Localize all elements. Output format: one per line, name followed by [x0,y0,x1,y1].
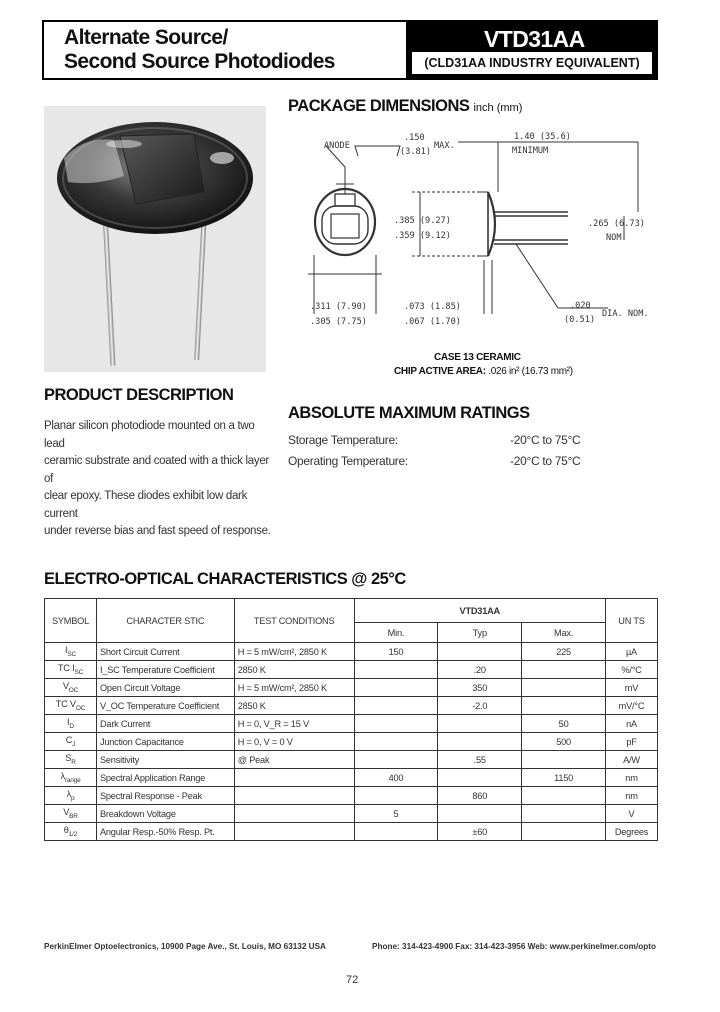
page-title [42,20,406,80]
footer-company: PerkinElmer Optoelectronics, 10900 Page Ave., St. Louis, MO 63132 USA [44,942,326,951]
symbol-subscript: OC [68,686,79,694]
cell-max [522,787,606,805]
symbol-text: S [65,753,72,764]
header-typ: Typ [438,623,522,643]
case-line: CASE 13 CERAMIC [434,352,521,363]
table-row [45,661,658,679]
cell-conditions: 2850 K [234,697,354,715]
rating-row [288,430,588,451]
cell-unit: mV/°C [605,697,657,715]
cell-min [354,787,438,805]
cell-conditions: @ Peak [234,751,354,769]
cell-typ [438,643,522,661]
title-line-2: Second Source Photodiodes [64,50,335,73]
label-265: .265 (6.73) [588,219,645,229]
cell-typ: 860 [438,787,522,805]
rating-label: Operating Temperature: [288,454,408,468]
label-305: .305 (7.75) [310,317,367,327]
table-row [45,823,658,841]
cell-unit: nm [605,787,657,805]
symbol-text: TC I [57,663,75,674]
front-view-chip [331,214,359,238]
cell-max [522,697,606,715]
label-020: .020 [570,301,591,311]
symbol-subscript: 1/2 [68,830,78,838]
footer-contact: Phone: 314-423-4900 Fax: 314-423-3956 Web: www.perkinelmer.com/opto [372,942,656,951]
description-line: under reverse bias and fast speed of response. [44,525,271,537]
cell-conditions: H = 0, V = 0 V [234,733,354,751]
cell-max: 1150 [522,769,606,787]
label-067: .067 (1.70) [404,317,461,327]
cell-characteristic: Short Circuit Current [96,643,234,661]
cell-unit: pF [605,733,657,751]
cell-unit: Degrees [605,823,657,841]
cell-min [354,661,438,679]
cell-conditions [234,787,354,805]
table-header-row [45,599,658,623]
cell-symbol [45,751,97,769]
anode-tab [335,194,355,206]
cell-characteristic: I_SC Temperature Coefficient [96,661,234,679]
cell-conditions [234,769,354,787]
cell-symbol [45,733,97,751]
chip-area [394,366,573,377]
symbol-text: C [65,735,73,746]
symbol-text: θ [63,825,69,836]
cell-unit: nA [605,715,657,733]
header-characteristic: CHARACTER STIC [96,599,234,643]
electro-optical-heading: ELECTRO-OPTICAL CHARACTERISTICS @ 25°C [44,570,406,588]
label-359: .359 (9.12) [394,231,451,241]
symbol-subscript: R [71,758,76,766]
cell-typ: 350 [438,679,522,697]
description-line: ceramic substrate and coated with a thick layer of [44,455,269,485]
cell-unit: mV [605,679,657,697]
cell-max [522,679,606,697]
package-dimensions-heading: PACKAGE DIMENSIONS inch (mm) [288,97,523,115]
characteristics-table [44,598,658,841]
cell-typ [438,733,522,751]
symbol-subscript: SC [67,650,76,658]
title-line-1: Alternate Source/ [64,26,228,49]
cell-min [354,823,438,841]
cell-max [522,805,606,823]
symbol-text: I [64,645,68,656]
cell-max [522,751,606,769]
units-label: inch (mm) [473,102,523,114]
package-drawing [288,124,660,334]
cell-symbol [45,787,97,805]
chip-area-label: CHIP ACTIVE AREA: [394,366,486,377]
cell-unit: %/°C [605,661,657,679]
cell-characteristic: Angular Resp.-50% Resp. Pt. [96,823,234,841]
cell-max [522,661,606,679]
table-row [45,679,658,697]
cell-max: 50 [522,715,606,733]
cell-min: 5 [354,805,438,823]
label-140: 1.40 (35.6) [514,132,571,142]
cell-unit: V [605,805,657,823]
side-view-body [488,192,495,256]
cell-typ: ±60 [438,823,522,841]
cell-symbol [45,769,97,787]
label-311: .311 (7.90) [310,302,367,312]
table-row [45,787,658,805]
cell-symbol [45,661,97,679]
label-nom: NOM. [606,233,627,243]
table-row [45,769,658,787]
ratings-heading: ABSOLUTE MAXIMUM RATINGS [288,404,530,422]
front-view-body [315,189,375,255]
cell-min: 150 [354,643,438,661]
product-photo [44,106,266,372]
cell-conditions: H = 5 mW/cm², 2850 K [234,643,354,661]
cell-min: 400 [354,769,438,787]
cell-unit: nm [605,769,657,787]
cell-conditions: H = 5 mW/cm², 2850 K [234,679,354,697]
cell-typ [438,769,522,787]
cell-conditions [234,823,354,841]
cell-characteristic: Open Circuit Voltage [96,679,234,697]
symbol-subscript: range [64,776,81,784]
ratings-list [288,430,588,472]
cell-symbol [45,697,97,715]
label-minimum: MINIMUM [512,146,549,156]
symbol-text: V [62,681,69,692]
symbol-subscript: p [70,794,75,802]
table-row [45,715,658,733]
symbol-subscript: OC [75,704,86,712]
cell-conditions: H = 0, V_R = 15 V [234,715,354,733]
cell-characteristic: Spectral Application Range [96,769,234,787]
description-line: clear epoxy. These diodes exhibit low dark current [44,490,248,520]
cell-symbol [45,643,97,661]
cell-characteristic: V_OC Temperature Coefficient [96,697,234,715]
product-description-heading: PRODUCT DESCRIPTION [44,386,234,404]
header-part: VTD31AA [354,599,605,623]
label-anode: ANODE [324,141,350,151]
table-row [45,643,658,661]
cell-unit: A/W [605,751,657,769]
header-symbol: SYMBOL [45,599,97,643]
label-150: .150 [404,133,425,143]
symbol-subscript: D [69,722,74,730]
cell-symbol [45,805,97,823]
cell-conditions: 2850 K [234,661,354,679]
label-073: .073 (1.85) [404,302,461,312]
symbol-text: I [67,717,70,728]
symbol-subscript: J [72,740,76,748]
cell-symbol [45,823,97,841]
label-051: (0.51) [564,315,596,325]
part-number: VTD31AA [484,26,585,52]
photodiode-image [44,106,266,372]
table-row [45,697,658,715]
label-dia-nom: DIA. NOM. [602,309,649,319]
header-min: Min. [354,623,438,643]
cell-min [354,751,438,769]
cell-typ: .20 [438,661,522,679]
cell-max: 225 [522,643,606,661]
industry-equivalent: (CLD31AA INDUSTRY EQUIVALENT) [412,52,652,74]
cell-characteristic: Breakdown Voltage [96,805,234,823]
cell-symbol [45,715,97,733]
symbol-subscript: SC [74,668,84,676]
cell-typ [438,715,522,733]
cell-unit: µA [605,643,657,661]
rating-row [288,451,588,472]
cell-characteristic: Junction Capacitance [96,733,234,751]
cell-min [354,733,438,751]
page-number: 72 [346,974,359,986]
cell-max: 500 [522,733,606,751]
cell-characteristic: Dark Current [96,715,234,733]
symbol-text: λ [66,789,71,800]
cell-min [354,715,438,733]
table-row [45,733,658,751]
label-381: (3.81) [400,147,432,157]
symbol-text: V [63,807,70,818]
label-max: MAX. [434,141,455,151]
cell-characteristic: Spectral Response - Peak [96,787,234,805]
rating-value: -20°C to 75°C [510,454,581,468]
cell-characteristic: Sensitivity [96,751,234,769]
table-body [45,643,658,841]
chip-area-value: .026 in² (16.73 mm²) [488,366,573,377]
cell-symbol [45,679,97,697]
symbol-text: TC V [55,699,76,710]
product-description-text [44,418,274,541]
cell-typ: .55 [438,751,522,769]
cell-min [354,697,438,715]
cell-conditions [234,805,354,823]
header-conditions: TEST CONDITIONS [234,599,354,643]
cell-typ: -2.0 [438,697,522,715]
cell-max [522,823,606,841]
part-number-box [406,20,658,80]
symbol-text: λ [60,771,65,782]
header-max: Max. [522,623,606,643]
header-units: UN TS [605,599,657,643]
table-row [45,751,658,769]
rating-value: -20°C to 75°C [510,433,581,447]
description-line: Planar silicon photodiode mounted on a two lead [44,420,255,450]
rating-label: Storage Temperature: [288,433,398,447]
symbol-subscript: BR [69,812,78,820]
cell-min [354,679,438,697]
table-row [45,805,658,823]
cell-typ [438,805,522,823]
label-385: .385 (9.27) [394,216,451,226]
